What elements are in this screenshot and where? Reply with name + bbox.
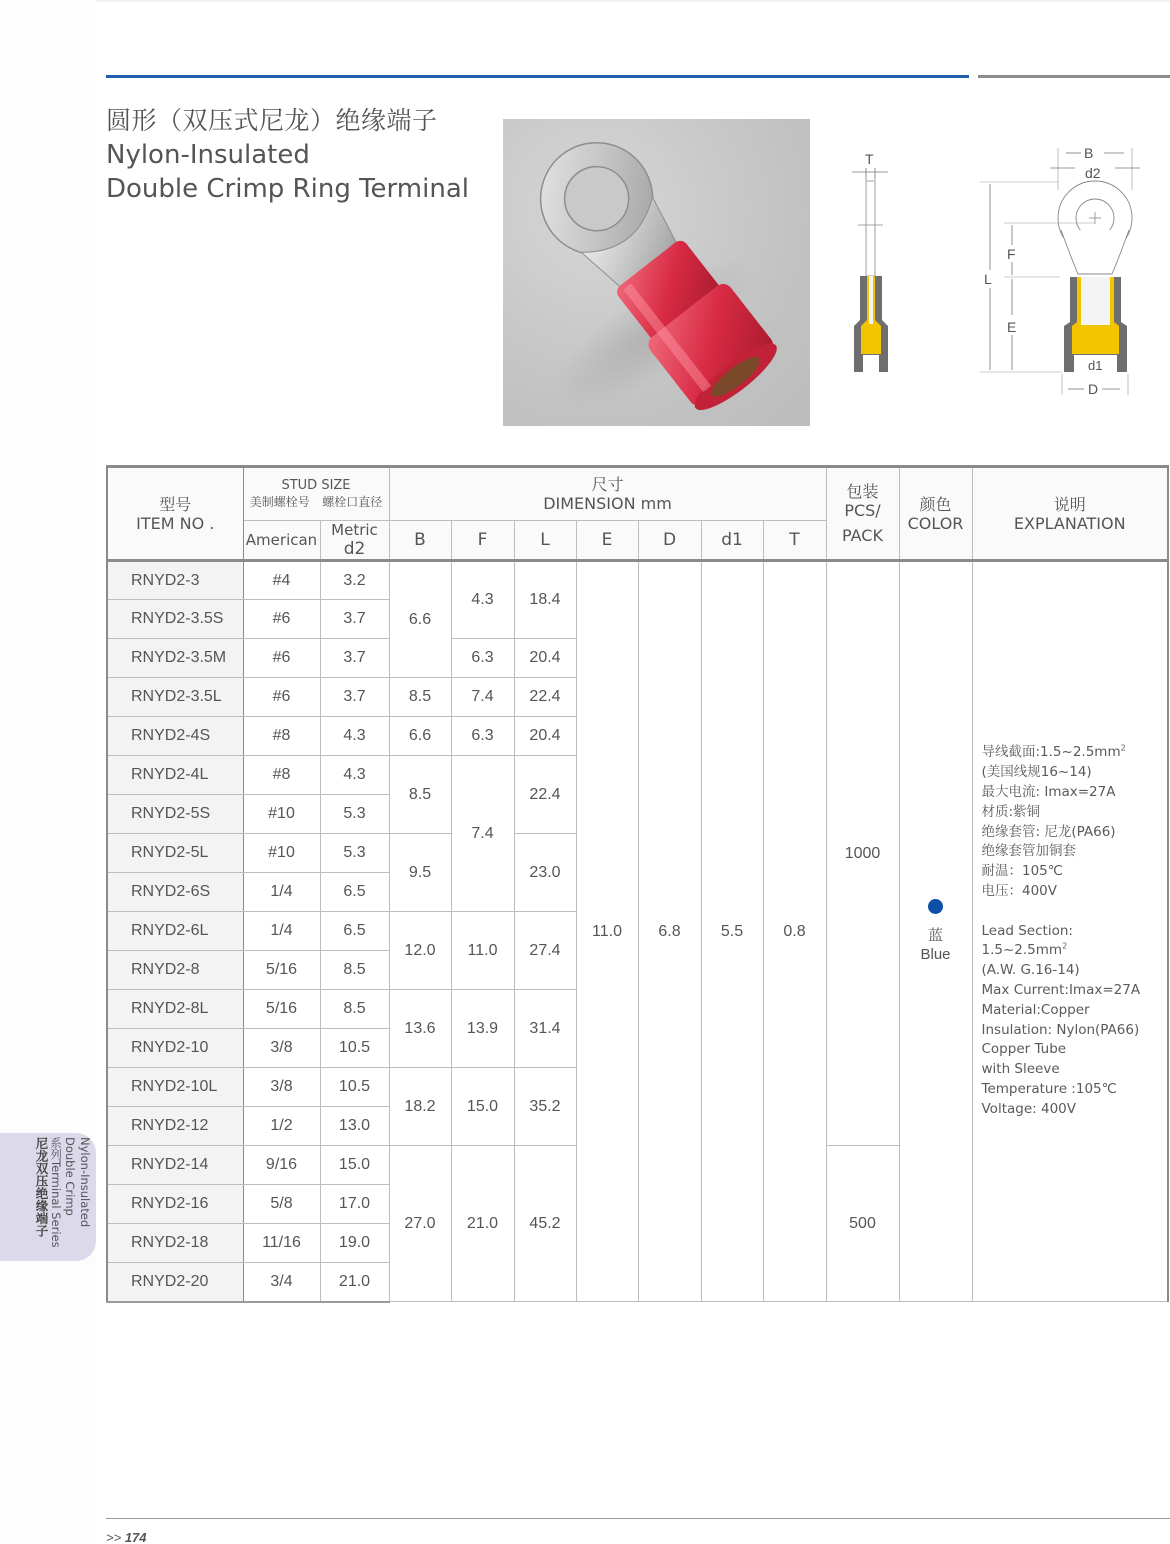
cell-B: 9.5 [389,834,451,912]
footer-rule [106,1518,1170,1519]
cell-metric: 21.0 [320,1263,389,1302]
cell-metric: 8.5 [320,990,389,1029]
cell-american: 1/2 [243,1107,320,1146]
cell-item: RNYD2-10L [107,1068,243,1107]
side-tab-line4: 尼龙双压绝缘端子 [34,1137,49,1237]
explain-en-9: Voltage: 400V [981,1100,1076,1117]
header-dim-D: D [638,521,701,561]
header-stud-en: STUD SIZE [281,477,351,493]
header-pack-en1: PCS/ [844,501,881,520]
explain-cn-7: 电压：400V [981,883,1058,899]
page-title [106,104,469,206]
cell-metric: 5.3 [320,795,389,834]
cell-item: RNYD2-10 [107,1029,243,1068]
explain-en-3: Max Current:Imax=27A [981,981,1141,998]
top-edge [0,0,1170,2]
explain-cn-4: 绝缘套管: 尼龙(PA66) [981,823,1116,840]
cell-american: #10 [243,795,320,834]
cell-L: 20.4 [514,639,576,678]
cell-american: 3/8 [243,1029,320,1068]
cell-american: 3/4 [243,1263,320,1302]
header-item-cn: 型号 [159,494,192,514]
header-dim-F: F [451,521,514,561]
cell-american: 5/16 [243,990,320,1029]
explain-en-5: Insulation: Nylon(PA66) [981,1021,1140,1038]
explain-cn-6: 耐温：105℃ [981,863,1063,880]
title-english-line2: Double Crimp Ring Terminal [106,174,469,204]
cell-L: 23.0 [514,834,576,912]
page-number-value: 174 [124,1530,147,1544]
cell-item: RNYD2-5S [107,795,243,834]
header-rule-gray [978,75,1170,78]
header-stud-cn-metric: 螺栓口直径 [322,494,383,509]
cell-metric: 4.3 [320,756,389,795]
cell-item: RNYD2-8L [107,990,243,1029]
cell-B: 6.6 [389,561,451,678]
header-metric [320,521,389,561]
cell-american: #10 [243,834,320,873]
cell-metric: 8.5 [320,951,389,990]
explain-en-7: with Sleeve [981,1061,1060,1078]
header-color-cn: 颜色 [919,494,952,514]
cell-metric: 3.2 [320,561,389,600]
cell-B: 6.6 [389,717,451,756]
explain-cn-5: 绝缘套管加铜套 [981,843,1076,860]
cell-metric: 5.3 [320,834,389,873]
explain-en-2: (A.W. G.16-14) [981,962,1080,979]
cell-item: RNYD2-8 [107,951,243,990]
front-view-drawing [980,145,1140,397]
cell-F: 6.3 [451,717,514,756]
header-explanation [972,467,1168,561]
page-prefix: >> [106,1530,122,1544]
table-row [107,561,1168,600]
cell-F: 7.4 [451,756,514,912]
side-tab-line3: 系列Terminal Series [49,1137,63,1248]
cell-item: RNYD2-3.5L [107,678,243,717]
cell-metric: 17.0 [320,1185,389,1224]
explain-cn-3: 材质:紫铜 [981,803,1041,820]
dim-label-L: L [984,271,992,287]
product-photo [503,119,810,426]
cell-B: 8.5 [389,756,451,834]
header-metric-line2: d2 [343,539,366,559]
cell-metric: 3.7 [320,678,389,717]
header-dimension-en: DIMENSION mm [543,494,672,513]
cell-L: 22.4 [514,678,576,717]
cell-pack: 1000 [826,561,899,1146]
section-side-tab[interactable] [0,1133,96,1261]
cell-B: 27.0 [389,1146,451,1302]
header-dim-E: E [576,521,638,561]
cell-metric: 3.7 [320,639,389,678]
cell-T: 0.8 [763,561,826,1302]
cell-item: RNYD2-4L [107,756,243,795]
cell-item: RNYD2-6L [107,912,243,951]
cell-L: 22.4 [514,756,576,834]
cell-D: 6.8 [638,561,701,1302]
header-item-en: ITEM NO . [136,513,215,533]
header-metric-line1: Metric [331,521,378,539]
cell-item: RNYD2-3 [107,561,243,600]
cell-metric: 6.5 [320,873,389,912]
cell-pack: 500 [826,1146,899,1302]
header-dimension-cn: 尺寸 [591,475,624,494]
color-swatch-icon [928,899,943,914]
explain-cn-2: 最大电流: Imax=27A [981,784,1116,801]
cell-L: 27.4 [514,912,576,990]
cell-item: RNYD2-14 [107,1146,243,1185]
cell-metric: 15.0 [320,1146,389,1185]
cell-F: 11.0 [451,912,514,990]
cell-L: 20.4 [514,717,576,756]
side-view-drawing [852,151,888,372]
explain-cn-0: 导线截面$:1.5\sim 2.5mm^2$ [981,743,1126,761]
technical-drawing [840,140,1170,400]
page-number [106,1530,147,1544]
cell-L: 31.4 [514,990,576,1068]
cell-metric: 19.0 [320,1224,389,1263]
header-dim-B: B [389,521,451,561]
header-dimension [389,467,826,521]
cell-american: 11/16 [243,1224,320,1263]
cell-F: 21.0 [451,1146,514,1302]
cell-american: 1/4 [243,912,320,951]
header-stud-size [243,467,389,521]
header-pack-cn: 包装 [846,482,879,501]
cell-american: #6 [243,600,320,639]
color-cn: 蓝 [927,925,943,944]
cell-F: 15.0 [451,1068,514,1146]
cell-item: RNYD2-5L [107,834,243,873]
header-dim-L: L [514,521,576,561]
cell-metric: 10.5 [320,1029,389,1068]
cell-item: RNYD2-12 [107,1107,243,1146]
cell-american: #8 [243,756,320,795]
explain-en-6: Copper Tube [981,1041,1067,1058]
cell-color [899,561,972,1302]
left-margin [0,0,96,1544]
header-pack [826,467,899,561]
dim-label-d1: d1 [1088,358,1103,373]
cell-item: RNYD2-3.5S [107,600,243,639]
title-chinese: 圆形（双压式尼龙）绝缘端子 [106,106,438,135]
dim-label-D: D [1088,381,1099,397]
cell-F: 6.3 [451,639,514,678]
cell-american: #6 [243,639,320,678]
header-explain-cn: 说明 [1053,494,1086,514]
cell-item: RNYD2-16 [107,1185,243,1224]
header-dim-T: T [763,521,826,561]
dim-label-E: E [1007,319,1017,335]
cell-F: 13.9 [451,990,514,1068]
explain-en-0: Lead Section: [981,922,1073,939]
cell-american: #8 [243,717,320,756]
cell-item: RNYD2-3.5M [107,639,243,678]
cell-d1: 5.5 [701,561,763,1302]
header-pack-en2: PACK [842,526,883,545]
cell-B: 12.0 [389,912,451,990]
side-tab-line1: Nylon-Insulated [78,1137,92,1228]
header-explain-en: EXPLANATION [1013,513,1126,533]
cell-metric: 6.5 [320,912,389,951]
cell-L: 45.2 [514,1146,576,1302]
dim-label-B: B [1084,145,1094,161]
cell-american: 9/16 [243,1146,320,1185]
cell-item: RNYD2-4S [107,717,243,756]
cell-item: RNYD2-6S [107,873,243,912]
dim-label-d2: d2 [1085,165,1101,181]
cell-item: RNYD2-18 [107,1224,243,1263]
header-rule-blue [106,75,969,78]
cell-B: 18.2 [389,1068,451,1146]
dim-label-T: T [865,151,874,167]
title-english-line1: Nylon-Insulated [106,140,310,170]
cell-metric: 10.5 [320,1068,389,1107]
cell-american: #6 [243,678,320,717]
cell-L: 35.2 [514,1068,576,1146]
explain-en-1: $1.5\sim 2.5mm^2$ [981,941,1068,959]
cell-american: 1/4 [243,873,320,912]
color-en: Blue [920,945,951,963]
cell-american: #4 [243,561,320,600]
header-dim-d1: d1 [701,521,763,561]
header-color-en: COLOR [907,513,964,533]
explain-cn-1: (美国线规16~14) [981,764,1092,781]
cell-american: 3/8 [243,1068,320,1107]
cell-item: RNYD2-20 [107,1263,243,1302]
cell-B: 8.5 [389,678,451,717]
cell-explanation [972,561,1168,1302]
header-color [899,467,972,561]
ring-terminal-photo-icon [503,119,810,426]
specification-table [106,465,1169,1303]
header-item-no [107,467,243,561]
cell-american: 5/8 [243,1185,320,1224]
cell-metric: 4.3 [320,717,389,756]
header-stud-cn-american: 美制螺栓号 [249,494,310,509]
cell-metric: 13.0 [320,1107,389,1146]
cell-F: 4.3 [451,561,514,639]
explain-en-8: Temperature :105℃ [981,1080,1117,1097]
cell-E: 11.0 [576,561,638,1302]
cell-american: 5/16 [243,951,320,990]
side-tab-line2: Double Crimp [63,1137,77,1216]
cell-L: 18.4 [514,561,576,639]
header-american: American [243,521,320,561]
cell-metric: 3.7 [320,600,389,639]
cell-F: 7.4 [451,678,514,717]
dim-label-F: F [1007,246,1016,262]
cell-B: 13.6 [389,990,451,1068]
explain-en-4: Material:Copper [981,1001,1090,1018]
